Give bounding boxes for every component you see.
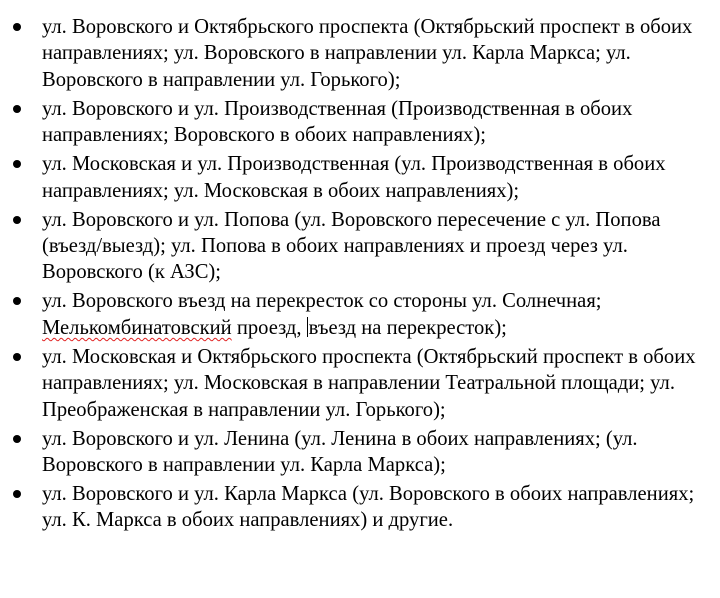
- list-item-text: ул. Московская и ул. Производственная (ул. Производственная в обоих направлениях; ул. Московская в обоих направлениях);: [42, 153, 666, 202]
- list-item-text: ул. Воровского и ул. Производственная (Производственная в обоих направлениях; Воровского в обоих направлениях);: [42, 97, 633, 147]
- list-item-text: [42, 288, 714, 341]
- list-item-text: ул. Московская и Октябрьского проспекта (Октябрьский проспект в обоих направлениях; ул. Московская в направлении Театральной площади; ул. Преображенская в направлении ул. Горького);: [42, 345, 696, 421]
- list-item[interactable]: [0, 288, 720, 341]
- bullet-dot-icon: [13, 297, 21, 305]
- bullet-dot-icon: [13, 23, 21, 31]
- text-cursor: [307, 317, 308, 337]
- list-item[interactable]: [0, 151, 720, 204]
- bullet-dot-icon: [13, 216, 21, 224]
- list-item[interactable]: [0, 207, 720, 286]
- list-item[interactable]: [0, 96, 720, 149]
- bullet-dot-icon: [13, 160, 21, 168]
- list-item[interactable]: [0, 481, 720, 534]
- list-item-text-start: ул. Воровского въезд на перекресток со стороны ул. Солнечная;: [42, 290, 602, 313]
- bullet-dot-icon: [13, 353, 21, 361]
- bullet-list: [0, 14, 720, 536]
- list-item[interactable]: [0, 344, 720, 423]
- list-item-text: ул. Воровского и ул. Попова (ул. Воровского пересечение с ул. Попова (въезд/выезд); ул. Попова в обоих направлениях и проезд через ул. Воровского (к АЗС);: [42, 208, 661, 284]
- bullet-dot-icon: [13, 105, 21, 113]
- list-item-text-end: въезд на перекресток);: [308, 316, 507, 339]
- list-item[interactable]: [0, 426, 720, 479]
- list-item-text: ул. Воровского и ул. Карла Маркса (ул. Воровского в обоих направлениях; ул. К. Маркса в обоих направлениях) и другие.: [42, 483, 695, 532]
- misspelled-word[interactable]: Мелькомбинатовский: [42, 316, 232, 339]
- list-item-text: ул. Воровского и ул. Ленина (ул. Ленина в обоих направлениях; (ул. Воровского в направлении ул. Карла Маркса);: [42, 427, 638, 477]
- bullet-dot-icon: [13, 490, 21, 498]
- list-item[interactable]: [0, 14, 720, 93]
- list-item-text: ул. Воровского и Октябрьского проспекта (Октябрьский проспект в обоих направлениях; ул. Воровского в направлении ул. Карла Маркса; ул. Воровского в направлении ул. Горького);: [42, 16, 693, 91]
- bullet-dot-icon: [13, 435, 21, 443]
- list-item-text-mid: проезд,: [231, 316, 307, 339]
